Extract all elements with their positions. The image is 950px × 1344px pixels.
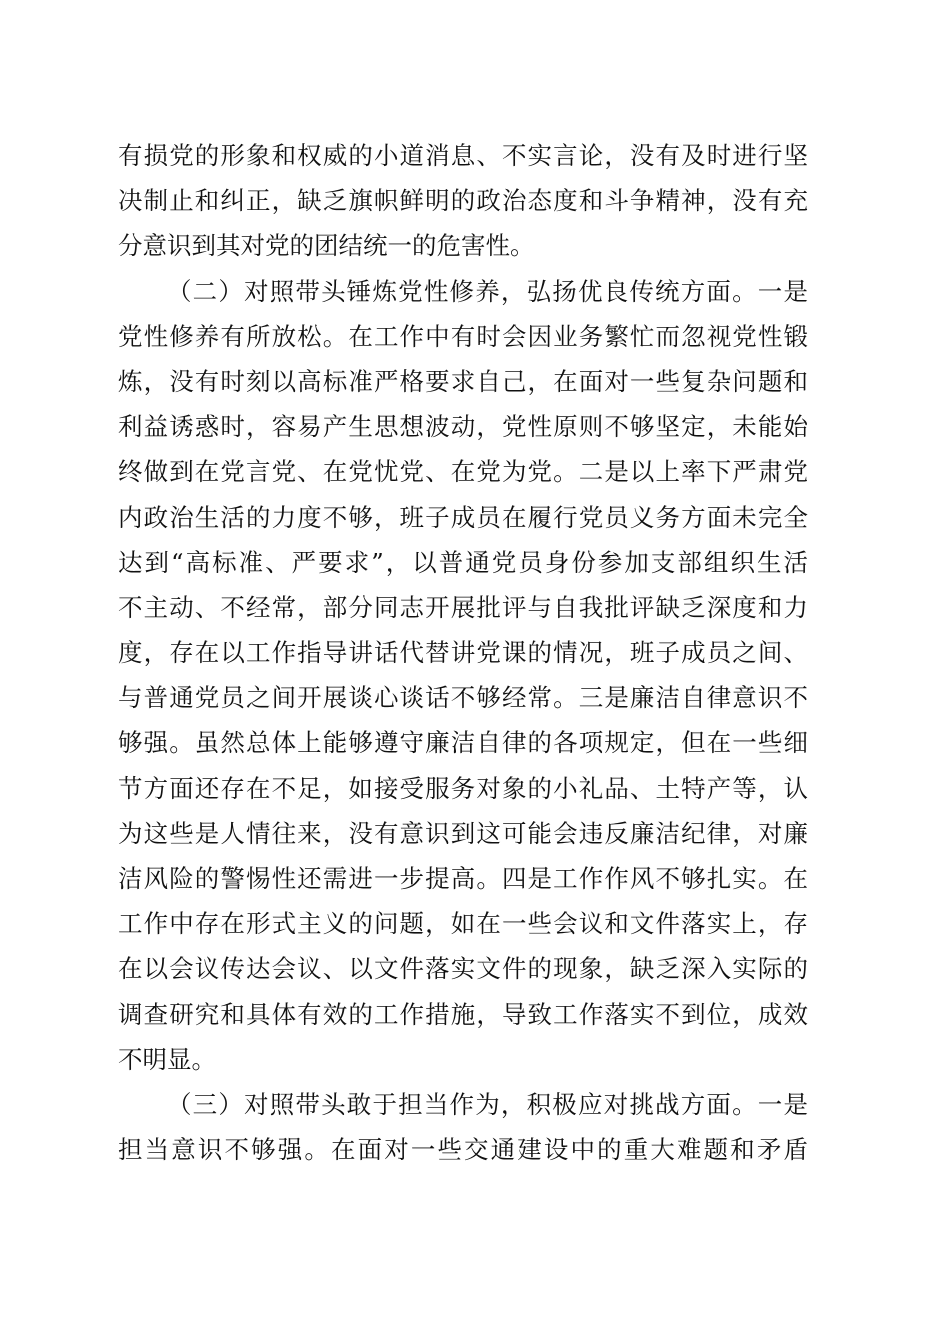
text-line: 决制止和纠正，缺乏旗帜鲜明的政治态度和斗争精神，没有充 bbox=[118, 186, 808, 216]
text-line: 在以会议传达会议、以文件落实文件的现象，缺乏深入实际的 bbox=[118, 954, 808, 984]
body-text bbox=[118, 133, 808, 1172]
text-line: 终做到在党言党、在党忧党、在党为党。二是以上率下严肃党 bbox=[118, 457, 808, 487]
text-line: （二）对照带头锤炼党性修养，弘扬优良传统方面。一是 bbox=[167, 276, 808, 306]
paragraph bbox=[118, 133, 808, 269]
text-line: 分意识到其对党的团结统一的危害性。 bbox=[118, 231, 535, 261]
text-line: 不明显。 bbox=[118, 1044, 216, 1074]
text-line: 为这些是人情往来，没有意识到这可能会违反廉洁纪律，对廉 bbox=[118, 818, 808, 848]
text-line: 与普通党员之间开展谈心谈话不够经常。三是廉洁自律意识不 bbox=[118, 683, 808, 713]
paragraph bbox=[118, 269, 808, 1082]
text-line: 党性修养有所放松。在工作中有时会因业务繁忙而忽视党性锻 bbox=[118, 321, 808, 351]
text-line: 洁风险的警惕性还需进一步提高。四是工作作风不够扎实。在 bbox=[118, 864, 808, 893]
paragraph bbox=[118, 1082, 808, 1172]
text-line: 度，存在以工作指导讲话代替讲党课的情况，班子成员之间、 bbox=[118, 638, 808, 668]
text-line: 担当意识不够强。在面对一些交通建设中的重大难题和矛盾 bbox=[118, 1135, 808, 1165]
text-line: 内政治生活的力度不够，班子成员在履行党员义务方面未完全 bbox=[118, 502, 808, 532]
text-line: 有损党的形象和权威的小道消息、不实言论，没有及时进行坚 bbox=[118, 141, 808, 170]
text-line: 达到“高标准、严要求”，以普通党员身份参加支部组织生活 bbox=[118, 547, 808, 577]
text-line: （三）对照带头敢于担当作为，积极应对挑战方面。一是 bbox=[167, 1089, 808, 1119]
text-line: 节方面还存在不足，如接受服务对象的小礼品、土特产等，认 bbox=[118, 773, 808, 803]
text-line: 炼，没有时刻以高标准严格要求自己，在面对一些复杂问题和 bbox=[118, 366, 808, 396]
text-line: 工作中存在形式主义的问题，如在一些会议和文件落实上，存 bbox=[118, 909, 808, 939]
text-line: 利益诱惑时，容易产生思想波动，党性原则不够坚定，未能始 bbox=[118, 412, 808, 442]
text-line: 不主动、不经常，部分同志开展批评与自我批评缺乏深度和力 bbox=[118, 592, 808, 622]
text-line: 调查研究和具体有效的工作措施，导致工作落实不到位，成效 bbox=[118, 999, 808, 1029]
text-line: 够强。虽然总体上能够遵守廉洁自律的各项规定，但在一些细 bbox=[118, 728, 808, 758]
